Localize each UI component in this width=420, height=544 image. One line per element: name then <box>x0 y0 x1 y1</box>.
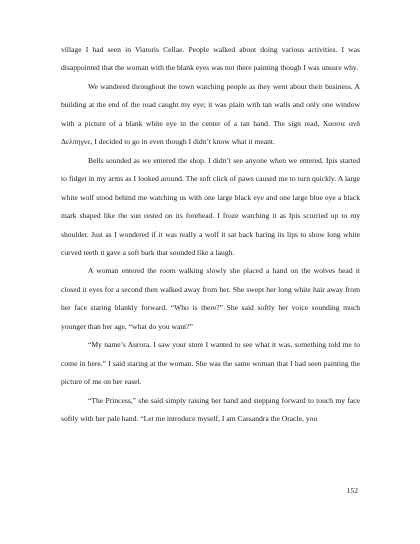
body-text <box>61 41 360 429</box>
page-number: 152 <box>346 486 358 495</box>
paragraph: A woman entered the room walking slowly she placed a hand on the wolves head it closed it eyes for a second then walked away from her. She swept her long white hair away from her face staring blankly forward. “Who is there?” She said softly her voice sounding much younger than her age, “what do you want?” <box>61 266 360 331</box>
paragraph: “My name’s Aurora, I saw your store I wanted to see what it was, something told me to come in here.” I said staring at the woman. She was the same woman that I had seen painting the picture of me on her easel. <box>61 340 360 387</box>
paragraph-continuation: village I had seen in Viatoris Cellae. People walked about doing various activities. I was disappointed that the woman with the blank eyes was not there painting though I was unsure why. <box>61 45 360 73</box>
paragraph: “The Princess,” she said simply raising her hand and stepping forward to touch my face softly with her pale hand. “Let me introduce myself, I am Cassandra the Oracle, you <box>61 395 360 424</box>
paragraph: We wandered throughout the town watching people as they went about their business. A building at the end of the road caught my eye; it was plain with tan walls and only one window with a picture of a blank white eye in the center of a tan hand. The sign read, Χασσιε ανδ Δελπηγνε, I decided to go in even though I didn’t know what it meant. <box>61 81 360 147</box>
paragraph: Bells sounded as we entered the shop. I didn’t see anyone when we entered. Ipis started to fidget in my arms as I looked around. The soft click of paws caused me to turn quickly. A large white wolf stood behind me watching us with one large black eye and one large blue eye a black mark shaped like the sun rested on its forehead. I froze watching it as Ipis scurried up to my shoulder. Just as I wondered if it was really a wolf it sat back baring its lips to show long white curved teeth it gave a soft bark that sounded like a laugh. <box>61 155 360 257</box>
